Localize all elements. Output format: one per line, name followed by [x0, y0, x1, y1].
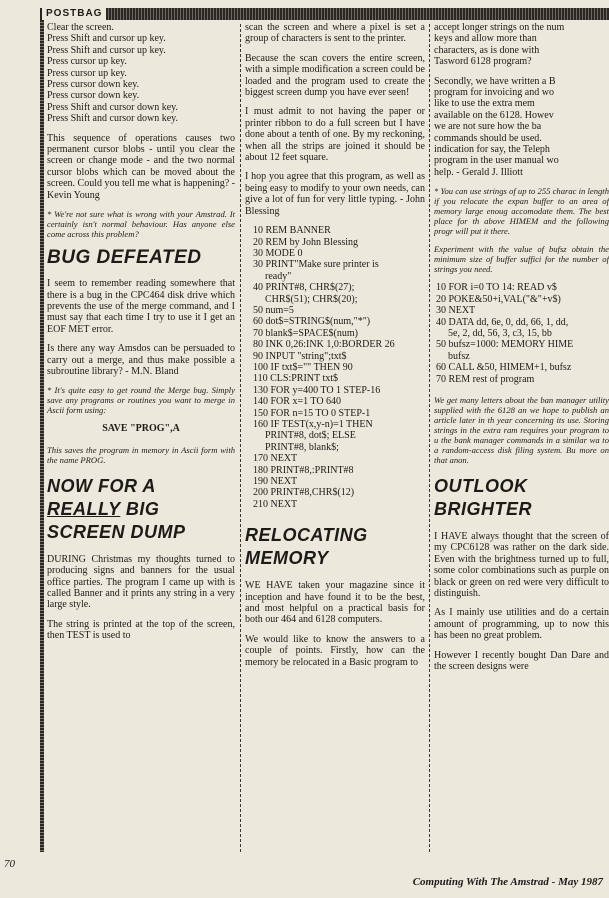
- letter-lines: [434, 76, 609, 179]
- listing-line: 30 MODE 0: [253, 247, 303, 259]
- listing-line: 30 NEXT: [436, 305, 476, 317]
- article-paragraph: I hop you agree that this program, as well as being easy to modify to your own needs, can give a lot of fun for very little typing. - John Blessing: [245, 171, 425, 217]
- column-divider: [429, 24, 430, 852]
- listing-line: 50 bufsz=1000: MEMORY HIME: [436, 339, 574, 351]
- letter-paragraph: I HAVE always thought that the screen of my CPC6128 was rather on the dark side. Even with the brightness turned up to full, some color combinations such as purple on black or green on red were very difficult to distinguish.: [434, 530, 609, 599]
- article-paragraph: Because the scan covers the entire screen, with a simple modification a screen could be loaded and the program used to create the biggest screen dump you have ever seen!: [245, 52, 425, 99]
- heading-line: [47, 498, 235, 521]
- listing-line: 70 blank$=SPACE$(num): [253, 327, 358, 339]
- heading-word: BIG: [125, 498, 160, 519]
- listing-line: 100 IF txt$="" THEN 90: [253, 361, 353, 373]
- letter-line: like to use the extra mem: [434, 98, 535, 110]
- letter-line: program for invoicing and wo: [434, 87, 554, 99]
- code-line: SAVE "PROG",A: [102, 423, 180, 435]
- heading-emphasis: REALLY: [47, 498, 121, 519]
- listing-line: 30 PRINT"Make sure printer is: [253, 259, 379, 271]
- listing-line: 170 NEXT: [253, 453, 298, 465]
- listing-line: 190 NEXT: [253, 476, 298, 488]
- column-divider: [240, 24, 241, 852]
- article-paragraph: The string is printed at the top of the screen, then TEST is used to: [47, 618, 235, 642]
- listing-line: 20 REM by John Blessing: [253, 236, 359, 248]
- listing-line: 50 num=5: [253, 304, 294, 316]
- instruction-list: [47, 22, 235, 125]
- basic-listing: [253, 225, 425, 510]
- letter-line: Tasword 6128 program?: [434, 56, 532, 68]
- letter-line: Secondly, we have written a B: [434, 75, 556, 87]
- column-1: [47, 22, 235, 650]
- instruction-line: Press cursor down key.: [47, 90, 140, 102]
- listing-line: 180 PRINT#8,:PRINT#8: [253, 464, 354, 476]
- article-paragraph: DURING Christmas my thoughts turned to producing signs and banners for the usual office parties. The program I came up with is called Banner and it prints any string in a very large style.: [47, 553, 235, 611]
- listing-line: 140 FOR x=1 TO 640: [253, 396, 342, 408]
- editor-reply: This saves the program in memory in Ascii form with the name PROG.: [47, 444, 235, 465]
- letter-paragraph: However I recently bought Dan Dare and the screen designs were: [434, 649, 609, 672]
- letter-line: available on the 6128. Howev: [434, 109, 554, 121]
- listing-line: 60 CALL &50, HIMEM+1, bufsz: [436, 362, 572, 374]
- editor-reply: * We're not sure what is wrong with your Amstrad. It certainly isn't normal behaviour. Has anyone else come across this problem?: [47, 209, 235, 240]
- letter-line: commands should be used.: [434, 132, 542, 144]
- letter-paragraph: Is there any way Amsdos can be persuaded to carry out a merge, and thus make possible a subroutine library? - M.N. Bland: [47, 343, 235, 377]
- instruction-line: Press Shift and cursor up key.: [47, 33, 166, 45]
- editor-reply: * You can use strings of up to 255 charac in length if you relocate the expan buffer to an area of memory large enoug accomodate them. The best place for th above HIMEM and the following progr will put it there.: [434, 186, 609, 237]
- instruction-line: Press cursor up key.: [47, 67, 127, 79]
- listing-line: PRINT#8, blank$;: [265, 441, 339, 453]
- heading-line: MEMORY: [245, 548, 329, 569]
- instruction-line: Press cursor down key.: [47, 79, 140, 91]
- heading-line: RELOCATING: [245, 525, 368, 546]
- letter-paragraph: I seem to remember reading somewhere that there is a bug in the CPC464 disk drive which prevents the use of the merge command, and I must say that each time I try to use it I get an EOF MET error.: [47, 278, 235, 335]
- listing-line: 60 dot$=STRING$(num,"*"): [253, 316, 371, 328]
- heading-line: SCREEN DUMP: [47, 521, 186, 542]
- instruction-line: Clear the screen.: [47, 22, 114, 33]
- letter-paragraph: As I mainly use utilities and do a certain amount of programming, up to now this has been no great problem.: [434, 607, 609, 642]
- article-heading: [47, 475, 235, 544]
- listing-line: 5e, 2, dd, 56, 3, c3, 15, bb: [448, 327, 552, 339]
- listing-line: 10 REM BANNER: [253, 225, 331, 237]
- listing-line: CHR$(51); CHR$(20);: [265, 293, 358, 305]
- heading-line: BRIGHTER: [434, 498, 532, 519]
- listing-line: 80 INK 0,26:INK 1,0:BORDER 26: [253, 339, 395, 351]
- listing-line: 10 FOR i=0 TO 14: READ v$: [436, 282, 557, 294]
- listing-line: 160 IF TEST(x,y-n)=1 THEN: [253, 419, 373, 430]
- listing-line: 150 FOR n=15 TO 0 STEP-1: [253, 407, 371, 419]
- letter-line: indication for say, the Teleph: [434, 144, 550, 156]
- listing-line: bufsz: [448, 350, 470, 362]
- left-frame-border: [40, 20, 44, 852]
- page-number: 70: [4, 858, 15, 870]
- letter-line: program in the user manual wo: [434, 155, 559, 167]
- letter-line: keys and allow more than: [434, 33, 537, 45]
- section-title: POSTBAG: [42, 8, 106, 20]
- article-paragraph: I must admit to not having the paper or printer ribbon to do a full screen but I have done about a tenth of one. By my reckoning, when all the strips are joined it should be about 12 feet square.: [245, 106, 425, 164]
- listing-line: 70 REM rest of program: [436, 373, 535, 385]
- heading-line: OUTLOOK: [434, 475, 528, 496]
- listing-line: 110 CLS:PRINT txt$: [253, 373, 339, 385]
- listing-line: 200 PRINT#8,CHR$(12): [253, 487, 355, 499]
- header-bar: [40, 8, 609, 20]
- editor-reply: * It's quite easy to get round the Merge bug. Simply save any programs or routines you want to merge in Ascii form using:: [47, 385, 235, 416]
- column-3: [434, 22, 609, 680]
- magazine-footer: Computing With The Amstrad - May 1987: [412, 876, 603, 888]
- instruction-line: Press cursor up key.: [47, 56, 127, 68]
- letter-line: characters, as is done with: [434, 44, 540, 56]
- letter-line: we are not sure how the ba: [434, 121, 542, 133]
- letter-paragraph: We would like to know the answers to a couple of points. Firstly, how can the memory be relocated in a Basic program to: [245, 633, 425, 668]
- instruction-line: Press Shift and cursor up key.: [47, 44, 166, 56]
- letter-line: help. - Gerald J. Illiott: [434, 166, 523, 178]
- listing-line: 210 NEXT: [253, 498, 298, 510]
- letter-line: accept longer strings on the num: [434, 22, 565, 33]
- letter-paragraph: WE HAVE taken your magazine since it inception and have found it to be the best, and most helpful on a practical basis for both our 464 and 6128 computers.: [245, 580, 425, 626]
- listing-line: 130 FOR y=400 TO 1 STEP-16: [253, 384, 381, 396]
- article-paragraph: scan the screen and where a pixel is set a group of characters is sent to the printer.: [245, 22, 425, 45]
- letter-body: This sequence of operations causes two permanent cursor blobs - until you clear the screen or change mode - and the two normal cursor blobs which can be moved about the screen. Could you tell me what is happening? - Kevin Young: [47, 132, 236, 201]
- article-heading: [434, 475, 609, 521]
- instruction-line: Press Shift and cursor down key.: [47, 101, 179, 113]
- instruction-line: Press Shift and cursor down key.: [47, 113, 179, 125]
- listing-line: 90 INPUT "string";txt$: [253, 350, 347, 362]
- letter-lines: [434, 22, 609, 68]
- column-2: [245, 22, 425, 676]
- listing-line: 40 DATA dd, 6e, 0, dd, 66, 1, dd,: [436, 316, 569, 328]
- listing-line: 20 POKE&50+i,VAL("&"+v$): [436, 293, 561, 305]
- editor-reply: We get many letters about the ban manager utility supplied with the 6128 an we hope to publish an article later in th year concerning its use. Storing strings in the extra ram requires your program to u the bank manager commands in a similar wa to a random-access disk filing system. Bu more on that anon.: [434, 394, 609, 465]
- basic-listing: [436, 282, 609, 385]
- listing-line: 40 PRINT#8, CHR$(27);: [253, 282, 355, 294]
- heading-line: NOW FOR A: [47, 475, 156, 496]
- article-heading: [245, 524, 425, 570]
- editor-reply: Experiment with the value of bufsz obtain the minimum size of buffer suffici for the number of strings you need.: [434, 244, 609, 275]
- article-heading: BUG DEFEATED: [47, 247, 202, 269]
- listing-line: PRINT#8, dot$; ELSE: [265, 430, 356, 442]
- listing-line: ready": [265, 270, 292, 282]
